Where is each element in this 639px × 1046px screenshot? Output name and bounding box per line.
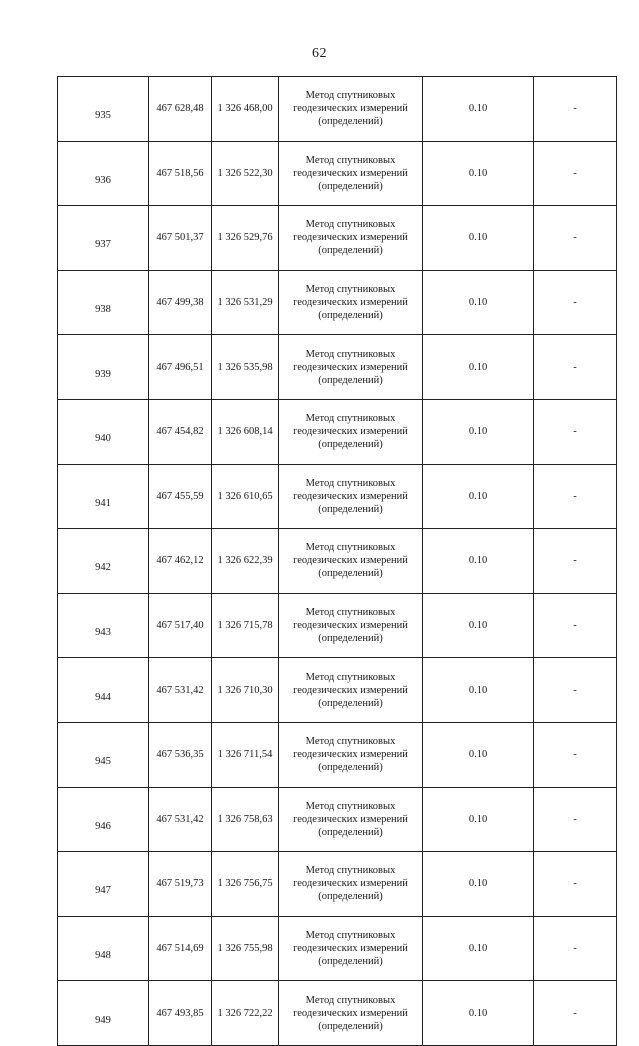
- method-line: Метод спутниковых: [305, 219, 396, 231]
- method-line: геодезических измерений: [293, 684, 408, 696]
- accuracy-cell: 0.10: [423, 916, 534, 981]
- method-line: геодезических измерений: [293, 620, 408, 632]
- point-number-cell: 938: [58, 270, 149, 335]
- point-number-cell: 945: [58, 722, 149, 787]
- accuracy-cell: 0.10: [423, 722, 534, 787]
- y-coordinate-cell: 1 326 710,30: [212, 658, 279, 723]
- method-line: геодезических измерений: [293, 232, 408, 244]
- page-number: 62: [312, 46, 327, 61]
- table-row: [58, 335, 617, 400]
- point-number-cell: 946: [58, 787, 149, 852]
- method-line: Метод спутниковых: [305, 736, 396, 748]
- method-line: геодезических измерений: [293, 813, 408, 825]
- method-cell: [279, 916, 423, 981]
- method-line: геодезических измерений: [293, 878, 408, 890]
- method-line: (определений): [318, 568, 383, 580]
- description-cell: -: [534, 593, 617, 658]
- point-number-cell: 940: [58, 399, 149, 464]
- method-cell: [279, 206, 423, 271]
- description-cell: -: [534, 658, 617, 723]
- description-cell: -: [534, 981, 617, 1046]
- accuracy-cell: 0.10: [423, 270, 534, 335]
- x-coordinate-cell: 467 518,56: [149, 141, 212, 206]
- table-row: [58, 529, 617, 594]
- method-line: геодезических измерений: [293, 297, 408, 309]
- point-number-cell: 944: [58, 658, 149, 723]
- y-coordinate-cell: 1 326 622,39: [212, 529, 279, 594]
- method-line: (определений): [318, 439, 383, 451]
- method-cell: [279, 722, 423, 787]
- accuracy-cell: 0.10: [423, 852, 534, 917]
- y-coordinate-cell: 1 326 756,75: [212, 852, 279, 917]
- method-line: (определений): [318, 245, 383, 257]
- method-line: Метод спутниковых: [305, 800, 396, 812]
- method-line: Метод спутниковых: [305, 477, 396, 489]
- method-line: геодезических измерений: [293, 167, 408, 179]
- x-coordinate-cell: 467 501,37: [149, 206, 212, 271]
- table-row: [58, 722, 617, 787]
- x-coordinate-cell: 467 462,12: [149, 529, 212, 594]
- x-coordinate-cell: 467 455,59: [149, 464, 212, 529]
- method-line: (определений): [318, 633, 383, 645]
- method-line: (определений): [318, 956, 383, 968]
- table-row: [58, 77, 617, 142]
- method-cell: [279, 335, 423, 400]
- method-cell: [279, 658, 423, 723]
- y-coordinate-cell: 1 326 610,65: [212, 464, 279, 529]
- y-coordinate-cell: 1 326 711,54: [212, 722, 279, 787]
- y-coordinate-cell: 1 326 722,22: [212, 981, 279, 1046]
- table-row: [58, 270, 617, 335]
- accuracy-cell: 0.10: [423, 464, 534, 529]
- table-row: [58, 593, 617, 658]
- x-coordinate-cell: 467 628,48: [149, 77, 212, 142]
- coordinates-table-body: [58, 77, 617, 1046]
- description-cell: -: [534, 722, 617, 787]
- method-line: Метод спутниковых: [305, 671, 396, 683]
- x-coordinate-cell: 467 519,73: [149, 852, 212, 917]
- method-cell: [279, 141, 423, 206]
- method-line: (определений): [318, 891, 383, 903]
- description-cell: -: [534, 270, 617, 335]
- y-coordinate-cell: 1 326 468,00: [212, 77, 279, 142]
- y-coordinate-cell: 1 326 758,63: [212, 787, 279, 852]
- description-cell: -: [534, 141, 617, 206]
- point-number-cell: 941: [58, 464, 149, 529]
- method-cell: [279, 77, 423, 142]
- description-cell: -: [534, 852, 617, 917]
- accuracy-cell: 0.10: [423, 529, 534, 594]
- method-cell: [279, 787, 423, 852]
- method-line: Метод спутниковых: [305, 994, 396, 1006]
- table-row: [58, 981, 617, 1046]
- method-line: Метод спутниковых: [305, 413, 396, 425]
- method-line: геодезических измерений: [293, 426, 408, 438]
- method-line: геодезических измерений: [293, 103, 408, 115]
- method-line: (определений): [318, 1020, 383, 1032]
- y-coordinate-cell: 1 326 715,78: [212, 593, 279, 658]
- method-line: Метод спутниковых: [305, 284, 396, 296]
- x-coordinate-cell: 467 493,85: [149, 981, 212, 1046]
- method-cell: [279, 464, 423, 529]
- method-line: Метод спутниковых: [305, 930, 396, 942]
- method-cell: [279, 399, 423, 464]
- y-coordinate-cell: 1 326 531,29: [212, 270, 279, 335]
- y-coordinate-cell: 1 326 755,98: [212, 916, 279, 981]
- description-cell: -: [534, 77, 617, 142]
- method-line: (определений): [318, 374, 383, 386]
- y-coordinate-cell: 1 326 522,30: [212, 141, 279, 206]
- method-line: (определений): [318, 116, 383, 128]
- point-number-cell: 936: [58, 141, 149, 206]
- description-cell: -: [534, 206, 617, 271]
- table-row: [58, 464, 617, 529]
- point-number-cell: 943: [58, 593, 149, 658]
- accuracy-cell: 0.10: [423, 206, 534, 271]
- description-cell: -: [534, 529, 617, 594]
- coordinates-table: [57, 76, 617, 1046]
- table-row: [58, 916, 617, 981]
- method-cell: [279, 593, 423, 658]
- accuracy-cell: 0.10: [423, 335, 534, 400]
- method-line: (определений): [318, 826, 383, 838]
- method-line: Метод спутниковых: [305, 865, 396, 877]
- x-coordinate-cell: 467 531,42: [149, 787, 212, 852]
- description-cell: -: [534, 464, 617, 529]
- accuracy-cell: 0.10: [423, 399, 534, 464]
- point-number-cell: 947: [58, 852, 149, 917]
- method-line: Метод спутниковых: [305, 607, 396, 619]
- method-line: (определений): [318, 503, 383, 515]
- method-line: Метод спутниковых: [305, 542, 396, 554]
- method-line: геодезических измерений: [293, 361, 408, 373]
- accuracy-cell: 0.10: [423, 593, 534, 658]
- x-coordinate-cell: 467 496,51: [149, 335, 212, 400]
- description-cell: -: [534, 916, 617, 981]
- table-row: [58, 206, 617, 271]
- description-cell: -: [534, 399, 617, 464]
- description-cell: -: [534, 335, 617, 400]
- method-line: Метод спутниковых: [305, 90, 396, 102]
- method-line: (определений): [318, 762, 383, 774]
- table-row: [58, 141, 617, 206]
- method-line: (определений): [318, 697, 383, 709]
- method-line: геодезических измерений: [293, 555, 408, 567]
- method-line: Метод спутниковых: [305, 154, 396, 166]
- point-number-cell: 942: [58, 529, 149, 594]
- method-line: Метод спутниковых: [305, 348, 396, 360]
- method-line: (определений): [318, 310, 383, 322]
- method-cell: [279, 529, 423, 594]
- table-row: [58, 852, 617, 917]
- method-cell: [279, 852, 423, 917]
- method-line: геодезических измерений: [293, 749, 408, 761]
- y-coordinate-cell: 1 326 608,14: [212, 399, 279, 464]
- table-row: [58, 787, 617, 852]
- y-coordinate-cell: 1 326 529,76: [212, 206, 279, 271]
- point-number-cell: 939: [58, 335, 149, 400]
- accuracy-cell: 0.10: [423, 141, 534, 206]
- x-coordinate-cell: 467 454,82: [149, 399, 212, 464]
- point-number-cell: 948: [58, 916, 149, 981]
- accuracy-cell: 0.10: [423, 658, 534, 723]
- x-coordinate-cell: 467 499,38: [149, 270, 212, 335]
- table-row: [58, 399, 617, 464]
- y-coordinate-cell: 1 326 535,98: [212, 335, 279, 400]
- method-cell: [279, 270, 423, 335]
- method-line: геодезических измерений: [293, 1007, 408, 1019]
- method-line: геодезических измерений: [293, 943, 408, 955]
- accuracy-cell: 0.10: [423, 981, 534, 1046]
- method-line: (определений): [318, 180, 383, 192]
- method-line: геодезических измерений: [293, 490, 408, 502]
- description-cell: -: [534, 787, 617, 852]
- x-coordinate-cell: 467 531,42: [149, 658, 212, 723]
- point-number-cell: 937: [58, 206, 149, 271]
- point-number-cell: 935: [58, 77, 149, 142]
- x-coordinate-cell: 467 536,35: [149, 722, 212, 787]
- method-cell: [279, 981, 423, 1046]
- accuracy-cell: 0.10: [423, 77, 534, 142]
- x-coordinate-cell: 467 517,40: [149, 593, 212, 658]
- accuracy-cell: 0.10: [423, 787, 534, 852]
- point-number-cell: 949: [58, 981, 149, 1046]
- x-coordinate-cell: 467 514,69: [149, 916, 212, 981]
- table-row: [58, 658, 617, 723]
